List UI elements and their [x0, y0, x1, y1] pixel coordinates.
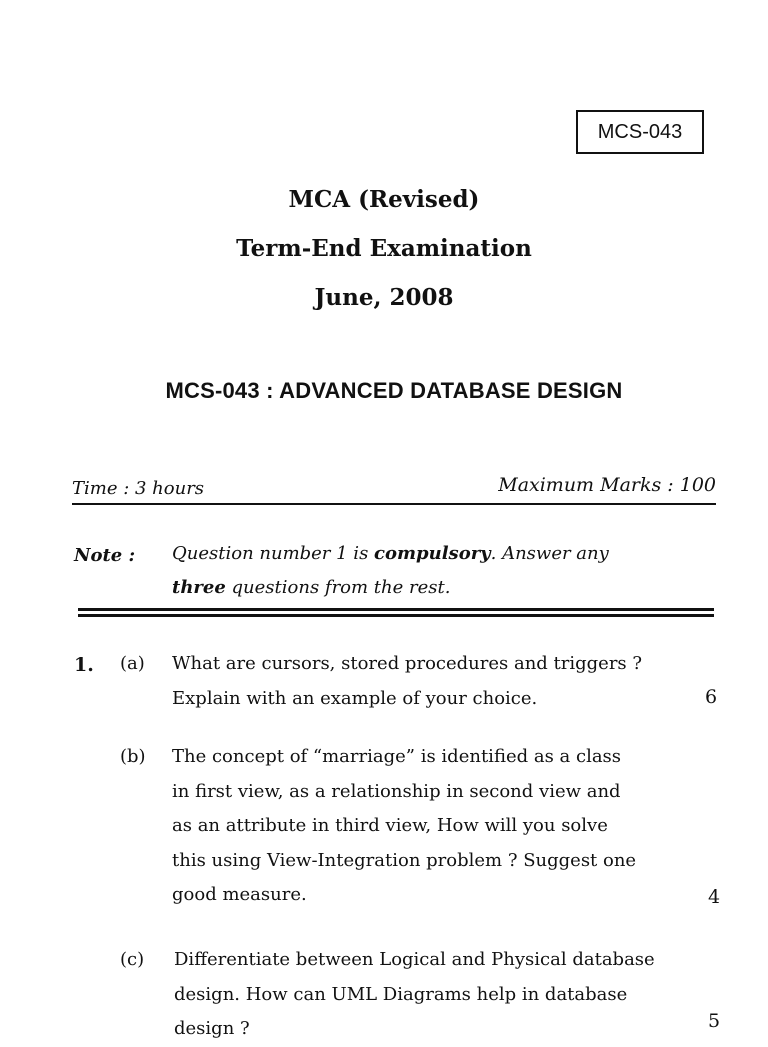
note-emphasis-three: three: [172, 577, 226, 598]
part-b-marks: 4: [708, 886, 721, 908]
part-c-marks: 5: [708, 1010, 721, 1032]
part-b-text: The concept of “marriage” is identified as a class in first view, as a relationship in second view and as an attribute in third view, How will you solve this using View-Integration problem ? Suggest one good measure.: [172, 746, 637, 905]
program-title: MCA (Revised): [288, 186, 480, 213]
divider-line: [72, 503, 716, 505]
maximum-marks: Maximum Marks : 100: [498, 474, 716, 496]
part-label-b: (b): [120, 746, 146, 767]
part-c-text: Differentiate between Logical and Physical database design. How can UML Diagrams help in database design ?: [174, 949, 655, 1039]
part-label-c: (c): [120, 949, 145, 970]
question-number: 1.: [74, 654, 94, 676]
note-emphasis-compulsory: compulsory: [374, 543, 491, 564]
part-a-marks: 6: [705, 686, 718, 708]
subject-title: MCS-043 : ADVANCED DATABASE DESIGN: [165, 378, 623, 403]
course-code: MCS-043: [597, 120, 683, 143]
time-allowed: Time : 3 hours: [72, 478, 205, 499]
exam-title: Term-End Examination: [236, 235, 532, 262]
part-a-text: What are cursors, stored procedures and triggers ? Explain with an example of your choice.: [172, 653, 643, 709]
part-label-a: (a): [120, 653, 145, 674]
double-rule-top: [78, 608, 714, 611]
course-code-box: [576, 110, 704, 154]
note-text-line-1: Question number 1 is compulsory. Answer any: [172, 543, 609, 564]
note-text-line-2: three questions from the rest.: [172, 577, 451, 598]
note-label: Note :: [74, 545, 136, 566]
exam-date: June, 2008: [314, 284, 454, 311]
double-rule-bottom: [78, 614, 714, 617]
